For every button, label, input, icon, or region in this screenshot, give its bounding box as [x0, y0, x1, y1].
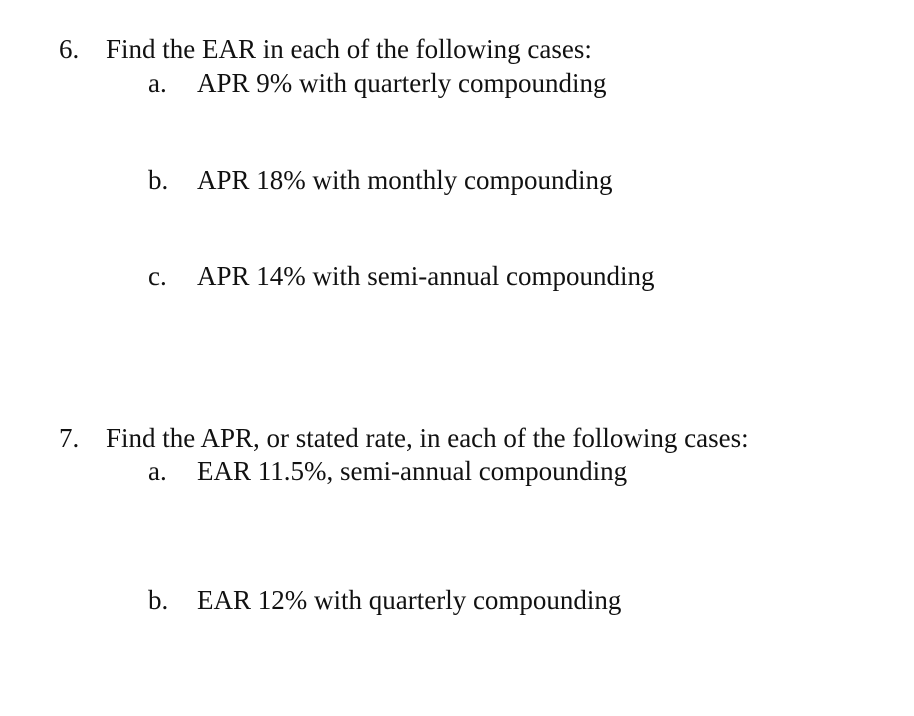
question-6-number: 6.	[59, 34, 80, 64]
question-6-prompt: Find the EAR in each of the following cases:	[106, 34, 592, 64]
question-7-part-a-text: EAR 11.5%, semi-annual compounding	[197, 456, 628, 486]
question-6-part-b-label: b.	[148, 165, 169, 195]
question-7-part-a-label: a.	[148, 456, 167, 486]
question-6-part-b-text: APR 18% with monthly compounding	[197, 165, 613, 195]
question-6-part-c-label: c.	[148, 261, 167, 291]
question-7-part-b-label: b.	[148, 585, 169, 615]
question-7-prompt: Find the APR, or stated rate, in each of the following cases:	[106, 423, 749, 453]
question-6-part-c-text: APR 14% with semi-annual compounding	[197, 261, 655, 291]
question-7-part-b-text: EAR 12% with quarterly compounding	[197, 585, 622, 615]
question-6-part-a-text: APR 9% with quarterly compounding	[197, 68, 607, 98]
question-6-part-a-label: a.	[148, 68, 167, 98]
question-7-number: 7.	[59, 423, 80, 453]
